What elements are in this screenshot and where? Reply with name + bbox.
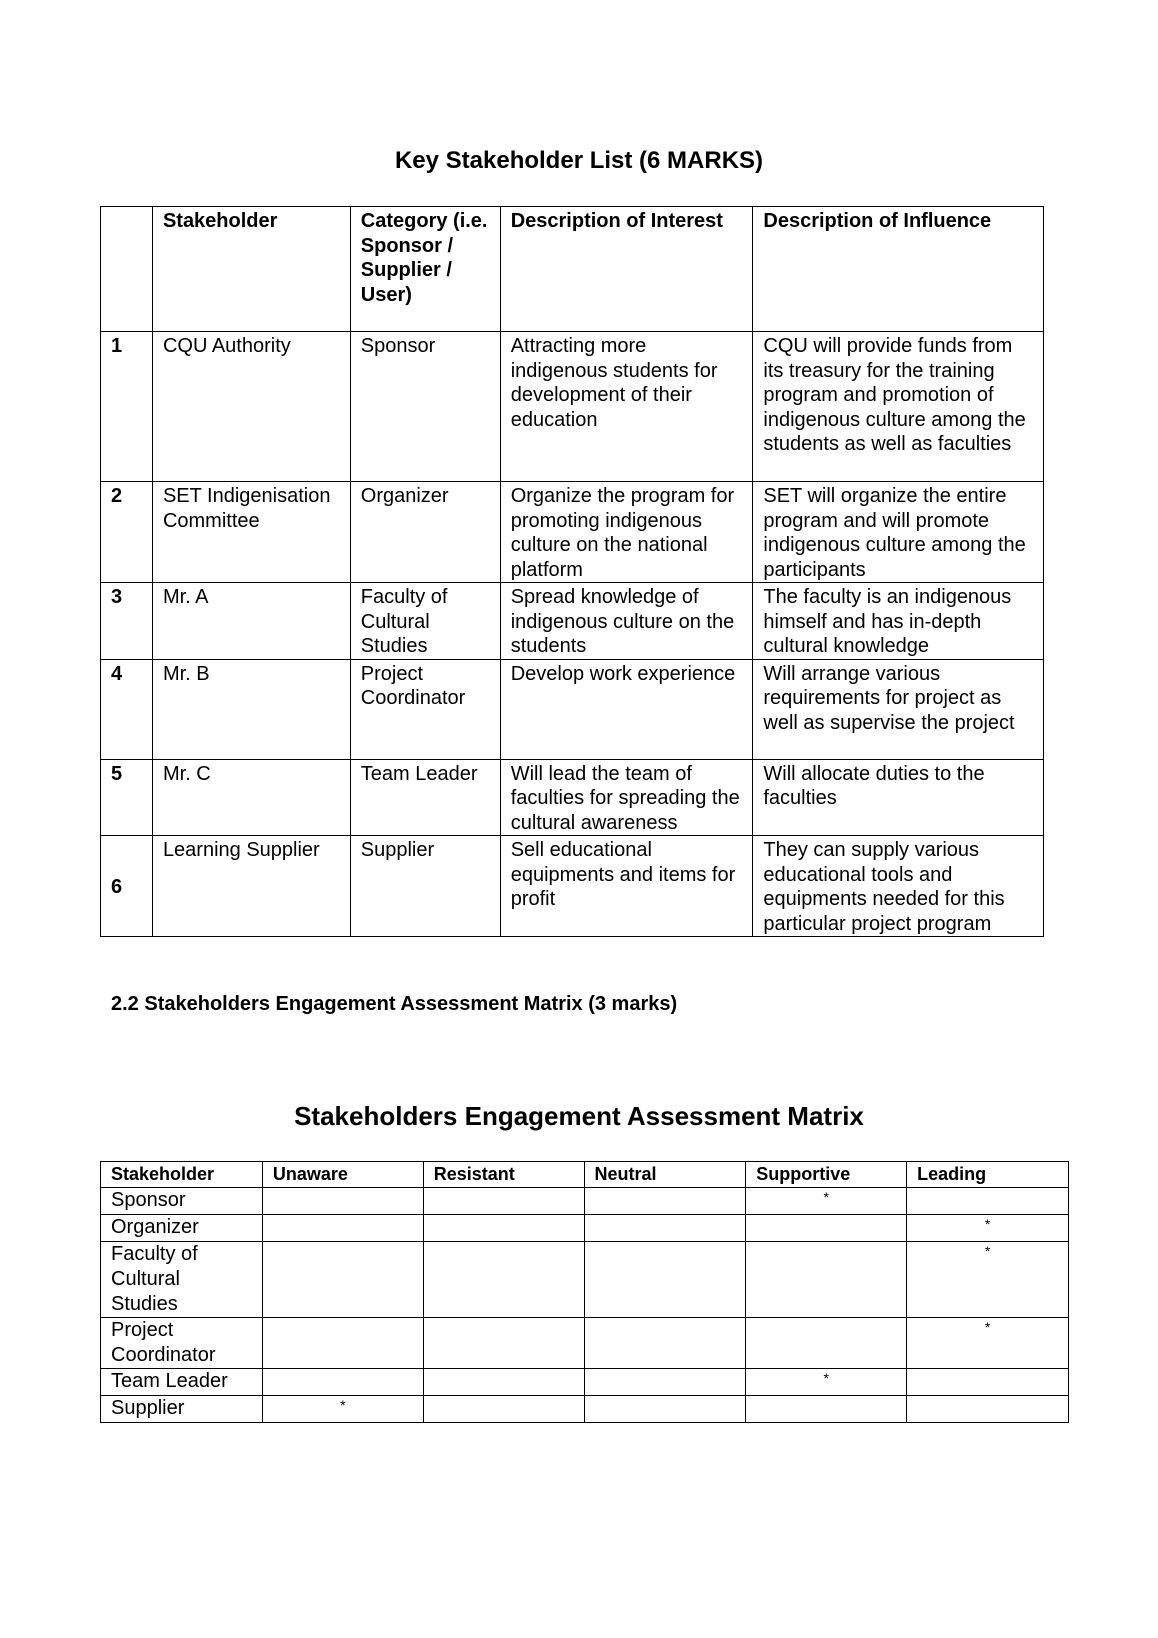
row-influence: They can supply various educational tools and equipments needed for this particular project program <box>753 836 1044 937</box>
matrix-cell-leading <box>907 1396 1069 1423</box>
matrix-row <box>101 1369 1069 1396</box>
row-influence: Will arrange various requirements for project as well as supervise the project <box>753 659 1044 759</box>
matrix-header-unaware: Unaware <box>262 1162 423 1188</box>
table-row <box>101 332 1044 482</box>
engagement-matrix-table <box>100 1161 1069 1423</box>
row-category: Supplier <box>350 836 500 937</box>
matrix-cell-leading <box>907 1188 1069 1215</box>
table-row <box>101 482 1044 583</box>
matrix-cell-unaware <box>262 1369 423 1396</box>
matrix-row <box>101 1318 1069 1369</box>
header-num <box>101 207 153 332</box>
matrix-title: Stakeholders Engagement Assessment Matrix <box>294 1101 864 1131</box>
matrix-cell-resistant <box>423 1369 584 1396</box>
stakeholder-list-table <box>100 206 1044 937</box>
row-interest: Spread knowledge of indigenous culture on the students <box>500 583 753 660</box>
row-stakeholder: Mr. B <box>152 659 350 759</box>
matrix-row-stakeholder: Team Leader <box>101 1369 263 1396</box>
matrix-cell-resistant <box>423 1318 584 1369</box>
row-category: Project Coordinator <box>350 659 500 759</box>
row-num: 6 <box>101 836 153 937</box>
matrix-cell-neutral <box>584 1188 746 1215</box>
matrix-cell-supportive: * <box>746 1188 907 1215</box>
matrix-cell-resistant <box>423 1188 584 1215</box>
matrix-cell-unaware <box>262 1215 423 1242</box>
row-category: Organizer <box>350 482 500 583</box>
matrix-cell-neutral <box>584 1242 746 1318</box>
header-stakeholder: Stakeholder <box>152 207 350 332</box>
table-row <box>101 583 1044 660</box>
table-row <box>101 836 1044 937</box>
matrix-cell-unaware: * <box>262 1396 423 1423</box>
matrix-header-row <box>101 1162 1069 1188</box>
row-interest: Sell educational equipments and items for profit <box>500 836 753 937</box>
matrix-row <box>101 1242 1069 1318</box>
table-row <box>101 659 1044 759</box>
matrix-header-leading: Leading <box>907 1162 1069 1188</box>
matrix-cell-leading: * <box>907 1242 1069 1318</box>
row-interest: Will lead the team of faculties for spreading the cultural awareness <box>500 759 753 836</box>
row-stakeholder: Mr. A <box>152 583 350 660</box>
header-interest: Description of Interest <box>500 207 753 332</box>
row-category: Sponsor <box>350 332 500 482</box>
matrix-cell-leading: * <box>907 1318 1069 1369</box>
row-category: Faculty of Cultural Studies <box>350 583 500 660</box>
row-influence: Will allocate duties to the faculties <box>753 759 1044 836</box>
matrix-cell-neutral <box>584 1396 746 1423</box>
row-num: 5 <box>101 759 153 836</box>
matrix-cell-resistant <box>423 1242 584 1318</box>
row-influence: CQU will provide funds from its treasury for the training program and promotion of indigenous culture among the students as well as faculties <box>753 332 1044 482</box>
matrix-header-supportive: Supportive <box>746 1162 907 1188</box>
row-interest: Organize the program for promoting indigenous culture on the national platform <box>500 482 753 583</box>
matrix-row-stakeholder: Faculty of Cultural Studies <box>101 1242 263 1318</box>
matrix-header-resistant: Resistant <box>423 1162 584 1188</box>
matrix-row-stakeholder: Sponsor <box>101 1188 263 1215</box>
section-heading: 2.2 Stakeholders Engagement Assessment Matrix (3 marks) <box>111 993 678 1015</box>
matrix-cell-unaware <box>262 1318 423 1369</box>
matrix-cell-neutral <box>584 1215 746 1242</box>
matrix-row <box>101 1215 1069 1242</box>
matrix-header-neutral: Neutral <box>584 1162 746 1188</box>
table-row <box>101 759 1044 836</box>
row-influence: SET will organize the entire program and will promote indigenous culture among the participants <box>753 482 1044 583</box>
matrix-cell-leading <box>907 1369 1069 1396</box>
matrix-row <box>101 1396 1069 1423</box>
matrix-cell-resistant <box>423 1215 584 1242</box>
matrix-cell-neutral <box>584 1369 746 1396</box>
row-num: 2 <box>101 482 153 583</box>
row-num: 1 <box>101 332 153 482</box>
matrix-row-stakeholder: Project Coordinator <box>101 1318 263 1369</box>
row-num: 4 <box>101 659 153 759</box>
row-num: 3 <box>101 583 153 660</box>
row-stakeholder: Learning Supplier <box>152 836 350 937</box>
matrix-cell-unaware <box>262 1188 423 1215</box>
row-stakeholder: SET Indigenisation Committee <box>152 482 350 583</box>
table-header-row <box>101 207 1044 332</box>
matrix-row-stakeholder: Supplier <box>101 1396 263 1423</box>
matrix-cell-resistant <box>423 1396 584 1423</box>
header-category: Category (i.e. Sponsor / Supplier / User) <box>350 207 500 332</box>
matrix-row-stakeholder: Organizer <box>101 1215 263 1242</box>
row-influence: The faculty is an indigenous himself and has in-depth cultural knowledge <box>753 583 1044 660</box>
matrix-header-stakeholder: Stakeholder <box>101 1162 263 1188</box>
header-influence: Description of Influence <box>753 207 1044 332</box>
stakeholder-list-title: Key Stakeholder List (6 MARKS) <box>394 147 764 174</box>
matrix-cell-supportive <box>746 1215 907 1242</box>
matrix-cell-neutral <box>584 1318 746 1369</box>
matrix-cell-supportive <box>746 1396 907 1423</box>
matrix-cell-supportive: * <box>746 1369 907 1396</box>
row-interest: Develop work experience <box>500 659 753 759</box>
matrix-cell-supportive <box>746 1318 907 1369</box>
row-interest: Attracting more indigenous students for development of their education <box>500 332 753 482</box>
matrix-row <box>101 1188 1069 1215</box>
row-category: Team Leader <box>350 759 500 836</box>
matrix-cell-leading: * <box>907 1215 1069 1242</box>
matrix-cell-supportive <box>746 1242 907 1318</box>
matrix-cell-unaware <box>262 1242 423 1318</box>
row-stakeholder: CQU Authority <box>152 332 350 482</box>
row-stakeholder: Mr. C <box>152 759 350 836</box>
